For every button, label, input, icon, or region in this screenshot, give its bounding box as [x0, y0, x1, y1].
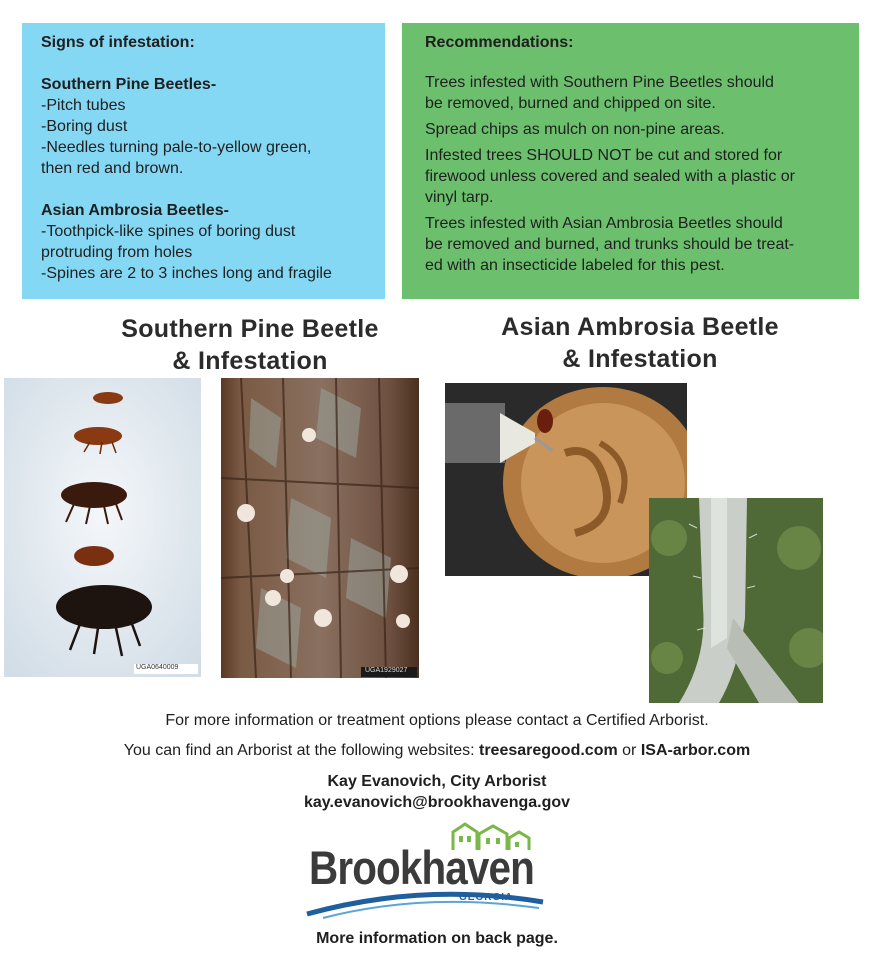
aab-signs-title: Asian Ambrosia Beetles- — [41, 202, 229, 219]
recommendations-box — [402, 23, 859, 299]
contact-arborist-text: For more information or treatment options please contact a Certified Arborist. — [165, 712, 709, 729]
spb-sign-line: then red and brown. — [41, 160, 184, 177]
aab-sign-line: -Toothpick-like spines of boring dust — [41, 223, 296, 240]
signs-heading: Signs of infestation: — [41, 34, 195, 51]
trunk-spines-photo — [649, 498, 823, 703]
aab-sign-line: -Spines are 2 to 3 inches long and fragile — [41, 265, 332, 282]
aab-sign-line: protruding from holes — [41, 244, 193, 261]
photo-credit: UGA0640009 — [136, 664, 179, 671]
back-page-note: More information on back page. — [316, 930, 558, 947]
spb-sign-line: -Needles turning pale-to-yellow green, — [41, 139, 312, 156]
arborist-websites-line: You can find an Arborist at the following websites: treesaregood.com or ISA-arbor.com — [123, 742, 751, 759]
recommendation-paragraph: Trees infested with Asian Ambrosia Beetles should be removed and burned, and trunks should be treat- ed with an insecticide labeled for this pest. — [425, 215, 795, 274]
contact-email[interactable]: kay.evanovich@brookhavenga.gov — [303, 794, 571, 811]
logo-state: GEORGIA — [459, 892, 514, 903]
contact-name: Kay Evanovich, City Arborist — [327, 773, 547, 790]
spb-signs-title: Southern Pine Beetles- — [41, 76, 217, 93]
recommendation-paragraph: Infested trees SHOULD NOT be cut and stored for firewood unless covered and sealed with a plastic or vinyl tarp. — [425, 147, 795, 206]
pitch-tubes-bark-photo — [221, 378, 419, 678]
aab-section-title: Asian Ambrosia Beetle & Infestation — [501, 313, 779, 373]
spb-sign-line: -Pitch tubes — [41, 97, 126, 114]
spb-section-title: Southern Pine Beetle & Infestation — [121, 315, 379, 375]
recommendation-paragraph: Spread chips as mulch on non-pine areas. — [425, 121, 725, 138]
spb-sign-line: -Boring dust — [41, 118, 128, 135]
recommendations-heading: Recommendations: — [425, 34, 574, 51]
isa-arbor-link[interactable]: ISA-arbor.com — [640, 742, 751, 759]
photo-credit: UGA1929027 — [365, 667, 408, 674]
recommendation-paragraph: Trees infested with Southern Pine Beetles should be removed, burned and chipped on site. — [425, 74, 774, 112]
southern-pine-beetle-photo — [4, 378, 201, 677]
treesaregood-link[interactable]: treesaregood.com — [478, 742, 618, 759]
brookhaven-logo — [303, 822, 553, 920]
signs-of-infestation-box — [22, 23, 385, 299]
logo-wordmark: Brookhaven — [309, 841, 535, 894]
